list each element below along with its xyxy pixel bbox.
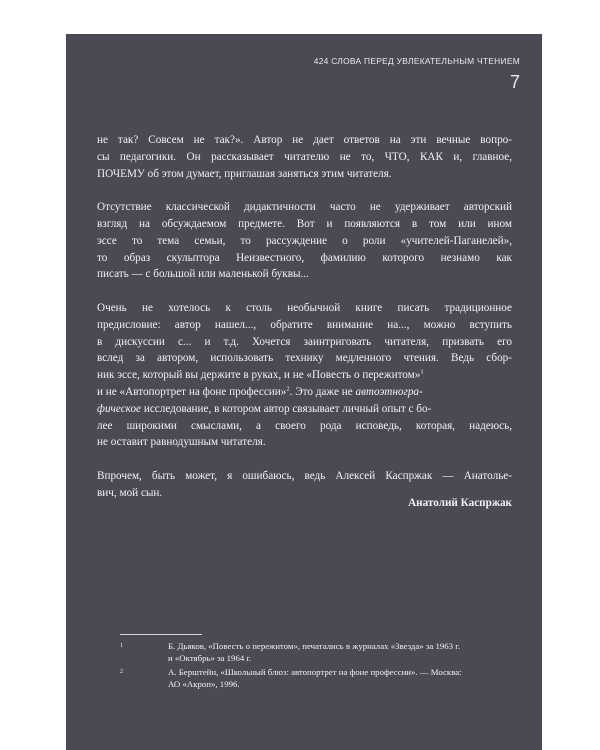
footnote-divider: [120, 634, 202, 635]
text-line: не оставит равнодушным читателя.: [97, 436, 266, 449]
footnote-text: [168, 641, 516, 664]
text-fragment: ник эссе, который вы держите в руках, и не «Повесть о пережитом»: [97, 369, 421, 382]
text-line: ПОЧЕМУ об этом думает, приглашая заняться этим читателя.: [97, 167, 392, 180]
italic-term: автоэтногра-: [355, 385, 423, 398]
text-line: взгляд на обсуждаемом предмете. Вот и появляются в том или ином: [97, 217, 512, 230]
text-line: писать — с большой или маленькой буквы...: [97, 268, 309, 281]
paragraph-1: [97, 132, 512, 182]
body-text: [97, 132, 512, 518]
page-number: 7: [509, 72, 520, 92]
book-page: [66, 34, 542, 750]
author-signature: Анатолий Каспржак: [408, 497, 512, 509]
footnote-line: АО «Акроп», 1996.: [168, 678, 240, 689]
text-fragment: . Это даже не: [289, 385, 356, 398]
text-fragment: исследование, в котором автор связывает личный опыт с бо-: [141, 402, 432, 415]
text-line: [97, 384, 512, 401]
text-line: то образ скульптора Неизвестного, фамилию которого незнамо как: [97, 251, 512, 264]
paragraph-3: [97, 300, 512, 451]
text-line: [97, 401, 512, 418]
running-head: 424 СЛОВА ПЕРЕД УВЛЕКАТЕЛЬНЫМ ЧТЕНИЕМ: [313, 56, 520, 66]
text-line: вслед за автором, использовать технику медленного чтения. Ведь сбор-: [97, 352, 512, 365]
footnote-ref-1[interactable]: 1: [420, 368, 424, 376]
text-line: Отсутствие классической дидактичности часто не удерживает авторский: [97, 201, 512, 214]
text-line: Очень не хотелось к столь необычной книге писать традиционное: [97, 301, 512, 314]
text-line: вич, мой сын.: [97, 486, 163, 499]
footnote-text: [168, 667, 516, 690]
footnote-line: А. Берштейн, «Школьный блюз: автопортрет на фоне профессии». — Москва:: [168, 667, 462, 677]
text-line: предисловие: автор нашел..., обратите внимание на..., можно вступить: [97, 318, 512, 331]
footnote-line: Б. Дьяков, «Повесть о пережитом», печатались в журналах «Звезда» за 1963 г.: [168, 641, 461, 651]
text-line: сы педагогики. Он рассказывает читателю не то, ЧТО, КАК и, главное,: [97, 150, 512, 163]
text-line: лее широкими смыслами, а своего рода исповедь, которая, надеюсь,: [97, 419, 512, 432]
text-line: [97, 367, 512, 384]
text-line: Впрочем, быть может, я ошибаюсь, ведь Алексей Каспржак — Анатольe-: [97, 469, 512, 482]
footnote-line: и «Октябрь» за 1964 г.: [168, 652, 252, 663]
footnote-ref-2[interactable]: 2: [286, 385, 290, 393]
text-line: в дискуссии с... и т.д. Хочется заинтриговать читателя, призвать его: [97, 335, 512, 348]
text-fragment: и не «Автопортрет на фоне профессии»: [97, 385, 287, 398]
paragraph-2: [97, 199, 512, 283]
italic-term: фическое: [97, 402, 142, 415]
footnote-mark: 2: [120, 669, 123, 675]
text-line: эссе то тема семьи, то рассуждение о роли «учителей-Паганелей»,: [97, 234, 512, 247]
footnote-mark: 1: [120, 643, 123, 649]
text-line: не так? Совсем не так?». Автор не дает ответов на эти вечные вопро-: [97, 134, 512, 146]
